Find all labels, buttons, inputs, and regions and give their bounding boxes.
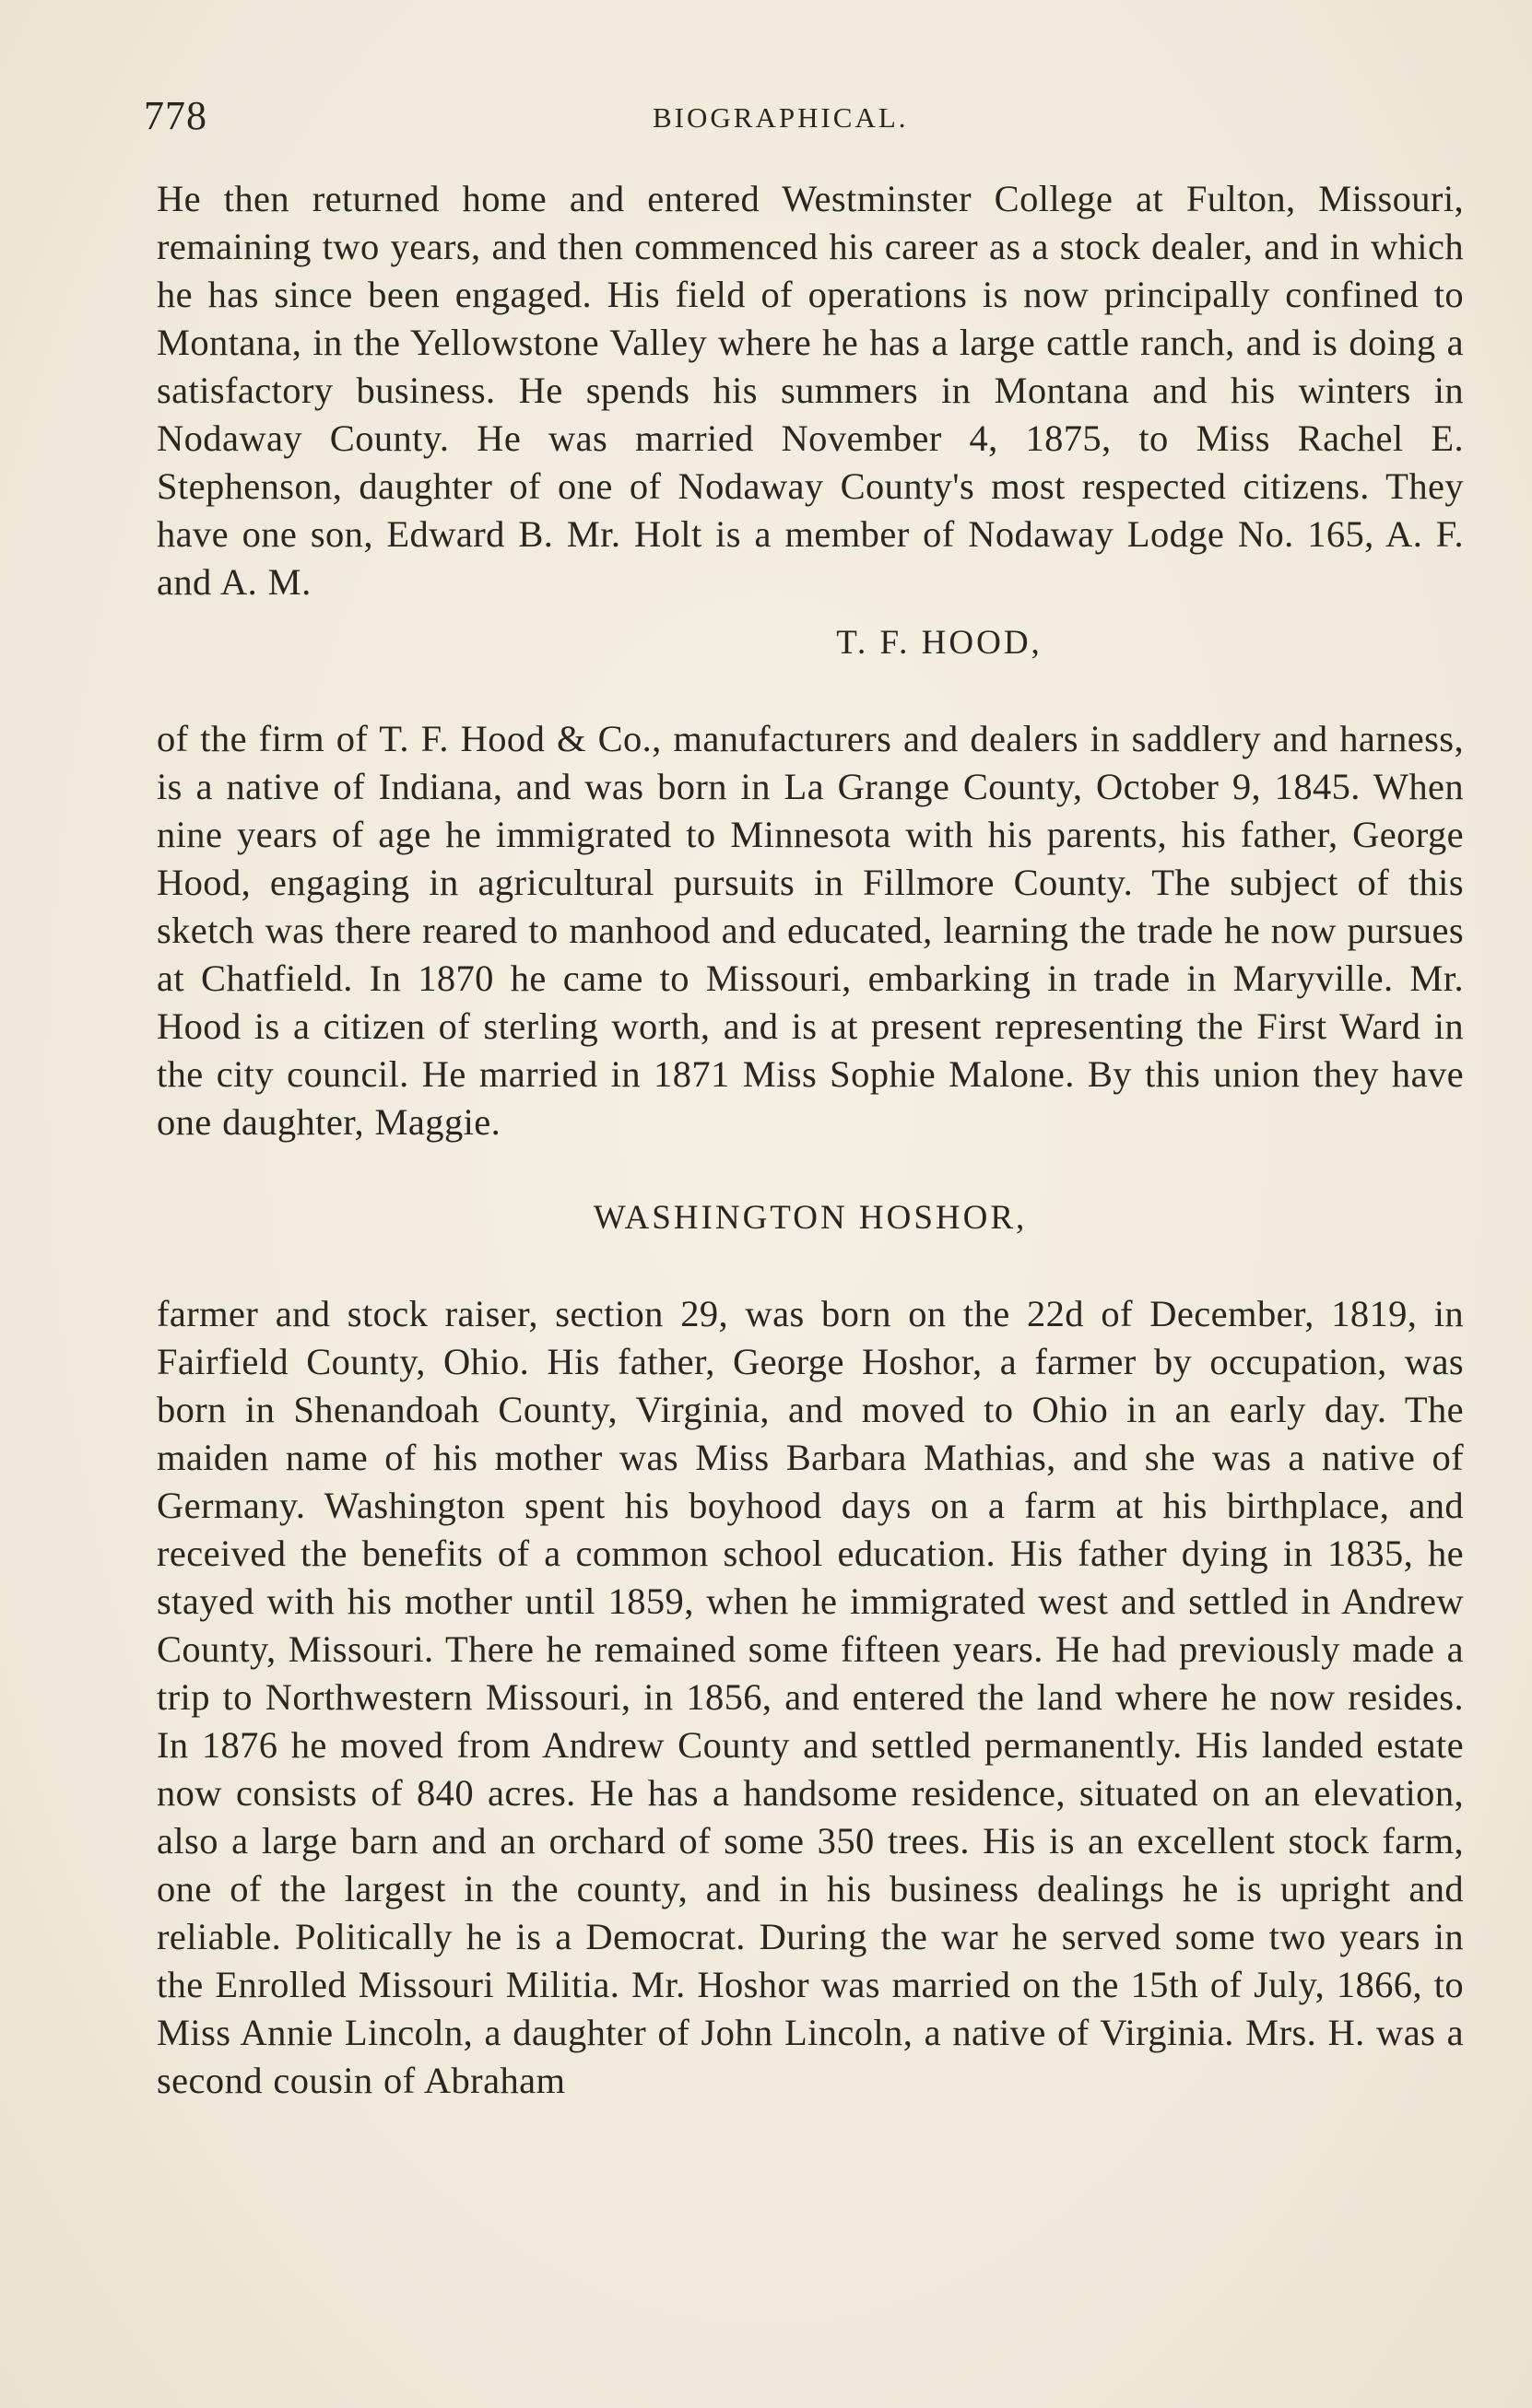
hood-paragraph: of the firm of T. F. Hood & Co., manufacturers and dealers in saddlery and harness, is a native of Indiana, and was born in La Grange County, October 9, 1845. When nine years of age he immigrated to Minnesota with his parents, his father, George Hood, engaging in agricultural pursuits in Fillmore County. The subject of this sketch was there reared to manhood and educated, learning the trade he now pursues at Chatfield. In 1870 he came to Missouri, embarking in trade in Maryville. Mr. Hood is a citizen of sterling worth, and is at present representing the First Ward in the city council. He married in 1871 Miss Sophie Malone. By this union they have one daughter, Maggie. [157,718,1464,1143]
holt-continued-paragraph: He then returned home and entered Westminster College at Fulton, Missouri, remaining two years, and then commenced his career as a stock dealer, and in which he has since been engaged. His field of operations is now principally confined to Montana, in the Yellowstone Valley where he has a large cattle ranch, and is doing a satisfactory business. He spends his summers in Montana and his winters in Nodaway County. He was married November 4, 1875, to Miss Rachel E. Stephenson, daughter of one of Nodaway County's most respected citizens. They have one son, Edward B. Mr. Holt is a member of Nodaway Lodge No. 165, A. F. and A. M. [157,178,1464,603]
running-title: BIOGRAPHICAL. [653,101,909,134]
hoshor-heading: WASHINGTON HOSHOR, [593,1199,1028,1237]
hoshor-paragraph: farmer and stock raiser, section 29, was born on the 22d of December, 1819, in Fairfield County, Ohio. His father, George Hoshor, a farmer by occupation, was born in Shenandoah County, Virginia, and moved to Ohio in an early day. The maiden name of his mother was Miss Barbara Mathias, and she was a native of Germany. Washington spent his boyhood days on a farm at his birthplace, and received the benefits of a common school education. His father dying in 1835, he stayed with his mother until 1859, when he immigrated west and settled in Andrew County, Missouri. There he remained some fifteen years. He had previously made a trip to Northwestern Missouri, in 1856, and entered the land where he now resides. In 1876 he moved from Andrew County and settled permanently. His landed estate now consists of 840 acres. He has a handsome residence, situated on an elevation, also a large barn and an orchard of some 350 trees. His is an excellent stock farm, one of the largest in the county, and in his business dealings he is upright and reliable. Politically he is a Democrat. During the war he served some two years in the Enrolled Missouri Militia. Mr. Hoshor was married on the 15th of July, 1866, to Miss Annie Lincoln, a daughter of John Lincoln, a native of Virginia. Mrs. H. was a second cousin of Abraham [157,1293,1464,2101]
text-column [157,175,1464,2105]
running-head [144,92,1471,147]
page-number: 778 [144,93,207,138]
hood-heading: T. F. HOOD, [836,624,1043,662]
